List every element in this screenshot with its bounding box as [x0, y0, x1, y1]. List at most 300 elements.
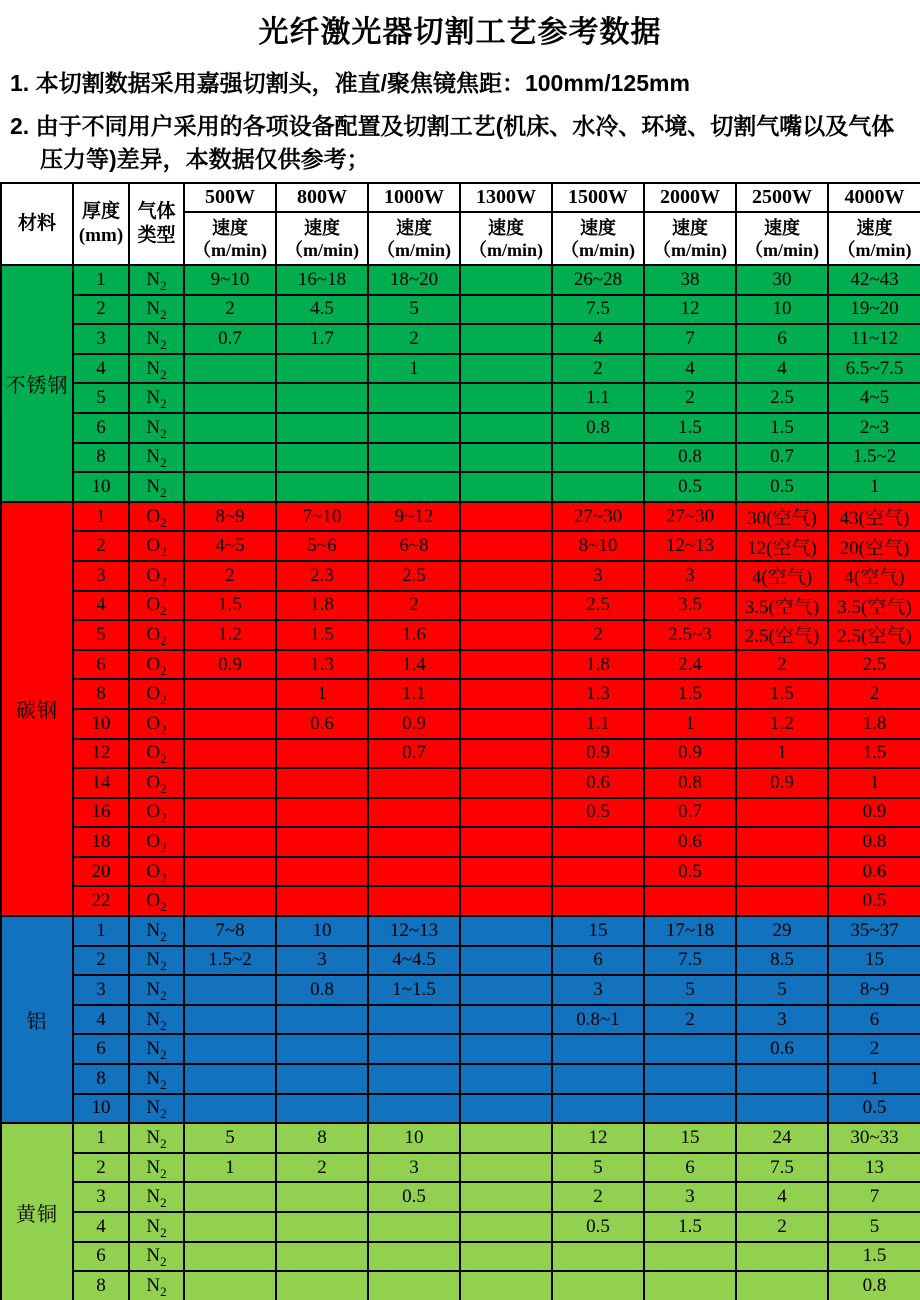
table-row [1, 768, 920, 798]
speed-value-cell [552, 1242, 644, 1272]
table-row [1, 413, 920, 443]
speed-value-cell: 3 [552, 975, 644, 1005]
speed-value-cell [552, 443, 644, 473]
speed-value-cell: 1.3 [276, 650, 368, 680]
speed-value-cell: 1.5 [644, 679, 736, 709]
thickness-cell: 3 [73, 324, 129, 354]
speed-value-cell: 5 [552, 1153, 644, 1183]
speed-value-cell: 4 [736, 354, 828, 384]
speed-value-cell: 4~4.5 [368, 946, 460, 976]
speed-value-cell: 2 [828, 679, 920, 709]
header-speed-500w [184, 212, 276, 265]
speed-value-cell: 2.5(空气) [828, 620, 920, 650]
speed-label: 速度 [580, 217, 616, 238]
speed-value-cell [552, 1271, 644, 1300]
speed-value-cell [460, 1242, 552, 1272]
speed-label: 速度 [304, 217, 340, 238]
speed-value-cell [276, 1005, 368, 1035]
speed-value-cell [368, 827, 460, 857]
table-row [1, 265, 920, 295]
table-row [1, 916, 920, 946]
speed-value-cell: 3 [552, 561, 644, 591]
speed-value-cell [368, 472, 460, 502]
thickness-cell: 2 [73, 295, 129, 325]
speed-value-cell [460, 946, 552, 976]
gas-cell: $O_2$ [129, 561, 184, 591]
gas-cell: $O_2$ [129, 502, 184, 532]
header-power-800w: 800W [276, 183, 368, 212]
speed-value-cell [184, 1005, 276, 1035]
speed-unit: （m/min) [561, 239, 635, 260]
speed-value-cell: 3.5(空气) [736, 591, 828, 621]
table-row [1, 1123, 920, 1153]
speed-label: 速度 [856, 217, 893, 238]
speed-value-cell [184, 1182, 276, 1212]
speed-value-cell [184, 768, 276, 798]
speed-value-cell: 0.7 [644, 798, 736, 828]
speed-label: 速度 [764, 217, 800, 238]
thickness-cell: 6 [73, 650, 129, 680]
gas-cell: $N_2$ [129, 265, 184, 295]
speed-value-cell: 1.1 [552, 383, 644, 413]
speed-value-cell: 2 [276, 1153, 368, 1183]
thickness-cell: 8 [73, 443, 129, 473]
speed-value-cell [276, 886, 368, 916]
table-row [1, 472, 920, 502]
speed-value-cell: 5 [184, 1123, 276, 1153]
table-body [1, 265, 920, 1300]
speed-value-cell [276, 768, 368, 798]
speed-value-cell: 11~12 [828, 324, 920, 354]
speed-value-cell: 1.2 [184, 620, 276, 650]
speed-value-cell [276, 1034, 368, 1064]
speed-value-cell [460, 324, 552, 354]
gas-cell: $N_2$ [129, 354, 184, 384]
speed-value-cell: 0.9 [552, 739, 644, 769]
header-power-2000w: 2000W [644, 183, 736, 212]
speed-value-cell: 16~18 [276, 265, 368, 295]
speed-value-cell: 2.5~3 [644, 620, 736, 650]
speed-value-cell: 1.5 [736, 413, 828, 443]
table-row [1, 946, 920, 976]
thickness-cell: 3 [73, 561, 129, 591]
thickness-cell: 3 [73, 975, 129, 1005]
speed-value-cell: 0.9 [644, 739, 736, 769]
speed-value-cell: 4.5 [276, 295, 368, 325]
material-cell: 黄铜 [1, 1123, 73, 1300]
speed-value-cell [460, 502, 552, 532]
header-gas-line2: 类型 [137, 225, 176, 246]
speed-value-cell [736, 1094, 828, 1124]
speed-value-cell [736, 827, 828, 857]
gas-cell: $N_2$ [129, 1242, 184, 1272]
speed-value-cell: 1.3 [552, 679, 644, 709]
gas-cell: $N_2$ [129, 413, 184, 443]
table-row [1, 1094, 920, 1124]
speed-value-cell [460, 413, 552, 443]
speed-value-cell [460, 383, 552, 413]
speed-value-cell: 1.5 [276, 620, 368, 650]
speed-value-cell: 2 [552, 620, 644, 650]
speed-value-cell: 3.5(空气) [828, 591, 920, 621]
speed-value-cell [460, 709, 552, 739]
speed-value-cell [276, 413, 368, 443]
speed-value-cell [460, 1064, 552, 1094]
speed-value-cell [460, 265, 552, 295]
speed-value-cell [184, 798, 276, 828]
gas-cell: $N_2$ [129, 1123, 184, 1153]
gas-cell: $N_2$ [129, 946, 184, 976]
speed-value-cell [368, 857, 460, 887]
speed-value-cell: 8~9 [184, 502, 276, 532]
gas-cell: $N_2$ [129, 443, 184, 473]
speed-value-cell [460, 798, 552, 828]
speed-value-cell [460, 591, 552, 621]
page-title: 光纤激光器切割工艺参考数据 [258, 16, 662, 49]
speed-value-cell [184, 413, 276, 443]
speed-value-cell [368, 1094, 460, 1124]
speed-value-cell: 1 [828, 768, 920, 798]
speed-value-cell: 43(空气) [828, 502, 920, 532]
thickness-cell: 1 [73, 502, 129, 532]
thickness-cell: 4 [73, 1212, 129, 1242]
speed-value-cell: 3.5 [644, 591, 736, 621]
header-power-2500w: 2500W [736, 183, 828, 212]
speed-value-cell [460, 1123, 552, 1153]
header-speed-2500w [736, 212, 828, 265]
speed-value-cell [460, 472, 552, 502]
speed-value-cell [368, 768, 460, 798]
speed-value-cell [460, 739, 552, 769]
table-row [1, 443, 920, 473]
material-cell: 碳钢 [1, 502, 73, 916]
table-row [1, 354, 920, 384]
speed-value-cell: 6 [644, 1153, 736, 1183]
speed-value-cell: 1.6 [368, 620, 460, 650]
speed-value-cell: 13 [828, 1153, 920, 1183]
speed-label: 速度 [488, 217, 524, 238]
speed-value-cell [460, 561, 552, 591]
speed-value-cell: 30 [736, 265, 828, 295]
note-2: 2. 由于不同用户采用的各项设备配置及切割工艺(机床、水冷、环境、切割气嘴以及气体压力等)差异，本数据仅供参考； [10, 113, 895, 172]
material-cell: 铝 [1, 916, 73, 1123]
speed-value-cell [368, 1064, 460, 1094]
speed-value-cell: 2.5(空气) [736, 620, 828, 650]
gas-cell: $O_2$ [129, 798, 184, 828]
speed-value-cell: 7.5 [644, 946, 736, 976]
thickness-cell: 1 [73, 265, 129, 295]
header-power-row [1, 183, 920, 212]
thickness-cell: 18 [73, 827, 129, 857]
speed-value-cell: 1.5 [736, 679, 828, 709]
table-row [1, 531, 920, 561]
speed-value-cell [184, 383, 276, 413]
speed-value-cell [460, 1094, 552, 1124]
speed-value-cell: 0.8 [644, 768, 736, 798]
speed-value-cell: 2.5 [828, 650, 920, 680]
speed-value-cell [460, 295, 552, 325]
speed-value-cell: 4(空气) [736, 561, 828, 591]
speed-value-cell: 0.5 [368, 1182, 460, 1212]
speed-value-cell: 1.4 [368, 650, 460, 680]
gas-cell: $N_2$ [129, 975, 184, 1005]
speed-value-cell: 12(空气) [736, 531, 828, 561]
gas-cell: $N_2$ [129, 295, 184, 325]
speed-value-cell: 1 [828, 1064, 920, 1094]
speed-value-cell [460, 1182, 552, 1212]
table-header [1, 183, 920, 265]
speed-value-cell: 9~12 [368, 502, 460, 532]
speed-value-cell: 1.5 [828, 739, 920, 769]
speed-value-cell: 1.1 [552, 709, 644, 739]
speed-value-cell [184, 1094, 276, 1124]
speed-value-cell [460, 916, 552, 946]
gas-cell: $N_2$ [129, 1182, 184, 1212]
speed-value-cell: 15 [828, 946, 920, 976]
gas-cell: $O_2$ [129, 679, 184, 709]
speed-value-cell: 0.5 [552, 1212, 644, 1242]
header-gas [129, 183, 184, 265]
speed-value-cell: 4 [736, 1182, 828, 1212]
speed-value-cell: 0.8 [552, 413, 644, 443]
speed-value-cell: 9~10 [184, 265, 276, 295]
thickness-cell: 6 [73, 1242, 129, 1272]
speed-value-cell [184, 472, 276, 502]
speed-value-cell [184, 827, 276, 857]
speed-value-cell [184, 1034, 276, 1064]
header-power-500w: 500W [184, 183, 276, 212]
header-speed-4000w [828, 212, 920, 265]
thickness-cell: 8 [73, 1064, 129, 1094]
speed-value-cell: 8.5 [736, 946, 828, 976]
table-row [1, 739, 920, 769]
header-material: 材料 [1, 183, 73, 265]
speed-value-cell [460, 679, 552, 709]
table-row [1, 975, 920, 1005]
speed-value-cell [736, 857, 828, 887]
thickness-cell: 8 [73, 1271, 129, 1300]
speed-value-cell: 27~30 [644, 502, 736, 532]
speed-value-cell [460, 354, 552, 384]
speed-value-cell [184, 709, 276, 739]
speed-value-cell: 3 [368, 1153, 460, 1183]
thickness-cell: 10 [73, 709, 129, 739]
speed-value-cell: 2 [368, 591, 460, 621]
speed-value-cell [552, 857, 644, 887]
speed-value-cell: 6 [552, 946, 644, 976]
header-speed-800w [276, 212, 368, 265]
gas-cell: $N_2$ [129, 324, 184, 354]
speed-value-cell: 1.5 [644, 413, 736, 443]
speed-value-cell: 0.5 [644, 472, 736, 502]
speed-value-cell: 1.8 [276, 591, 368, 621]
speed-value-cell: 1 [644, 709, 736, 739]
speed-value-cell: 4~5 [184, 531, 276, 561]
speed-value-cell: 7~8 [184, 916, 276, 946]
gas-cell: $N_2$ [129, 916, 184, 946]
speed-value-cell: 6.5~7.5 [828, 354, 920, 384]
speed-value-cell: 38 [644, 265, 736, 295]
speed-value-cell [736, 886, 828, 916]
speed-value-cell: 1 [368, 354, 460, 384]
gas-cell: $N_2$ [129, 1094, 184, 1124]
speed-value-cell: 1.5~2 [828, 443, 920, 473]
table-row [1, 1212, 920, 1242]
speed-value-cell [736, 1271, 828, 1300]
speed-value-cell: 1.5~2 [184, 946, 276, 976]
speed-value-cell: 1 [184, 1153, 276, 1183]
speed-value-cell [736, 1242, 828, 1272]
gas-cell: $O_2$ [129, 827, 184, 857]
speed-value-cell [276, 1242, 368, 1272]
speed-value-cell [460, 975, 552, 1005]
gas-cell: $N_2$ [129, 1153, 184, 1183]
speed-unit: （m/min) [377, 239, 451, 260]
speed-value-cell [736, 1064, 828, 1094]
speed-value-cell: 0.9 [828, 798, 920, 828]
speed-value-cell [644, 1034, 736, 1064]
speed-value-cell [552, 1094, 644, 1124]
speed-value-cell: 10 [276, 916, 368, 946]
speed-value-cell: 0.6 [552, 768, 644, 798]
speed-value-cell: 2 [828, 1034, 920, 1064]
speed-value-cell: 2.3 [276, 561, 368, 591]
speed-value-cell [460, 857, 552, 887]
speed-value-cell: 3 [736, 1005, 828, 1035]
header-power-1000w: 1000W [368, 183, 460, 212]
speed-value-cell: 30(空气) [736, 502, 828, 532]
speed-value-cell [460, 768, 552, 798]
table-row [1, 1153, 920, 1183]
header-speed-2000w [644, 212, 736, 265]
speed-value-cell [644, 1271, 736, 1300]
speed-value-cell [276, 383, 368, 413]
thickness-cell: 10 [73, 1094, 129, 1124]
notes [10, 67, 914, 176]
thickness-cell: 2 [73, 1153, 129, 1183]
speed-value-cell [184, 1242, 276, 1272]
speed-value-cell: 7 [828, 1182, 920, 1212]
speed-value-cell: 0.9 [736, 768, 828, 798]
speed-value-cell: 8 [276, 1123, 368, 1153]
speed-value-cell: 0.5 [828, 886, 920, 916]
speed-value-cell [552, 827, 644, 857]
speed-value-cell [460, 827, 552, 857]
thickness-cell: 8 [73, 679, 129, 709]
table-row [1, 1005, 920, 1035]
speed-value-cell: 4 [644, 354, 736, 384]
speed-value-cell: 18~20 [368, 265, 460, 295]
speed-value-cell [276, 443, 368, 473]
speed-value-cell [460, 1271, 552, 1300]
speed-value-cell: 5 [644, 975, 736, 1005]
speed-value-cell [276, 827, 368, 857]
speed-value-cell [736, 798, 828, 828]
speed-label: 速度 [396, 217, 432, 238]
header-thickness [73, 183, 129, 265]
speed-value-cell: 35~37 [828, 916, 920, 946]
table-row [1, 561, 920, 591]
speed-value-cell: 0.5 [828, 1094, 920, 1124]
speed-value-cell [552, 472, 644, 502]
speed-value-cell: 1.7 [276, 324, 368, 354]
speed-value-cell: 1~1.5 [368, 975, 460, 1005]
speed-value-cell: 5 [368, 295, 460, 325]
speed-value-cell [184, 857, 276, 887]
speed-unit: （m/min) [653, 239, 727, 260]
speed-value-cell [184, 679, 276, 709]
speed-value-cell [460, 531, 552, 561]
speed-value-cell [368, 383, 460, 413]
table-row [1, 827, 920, 857]
thickness-cell: 3 [73, 1182, 129, 1212]
speed-value-cell: 19~20 [828, 295, 920, 325]
thickness-cell: 5 [73, 620, 129, 650]
speed-value-cell: 0.8 [828, 827, 920, 857]
gas-cell: $O_2$ [129, 886, 184, 916]
table-row [1, 295, 920, 325]
speed-value-cell: 4~5 [828, 383, 920, 413]
speed-unit: （m/min) [469, 239, 543, 260]
gas-cell: $N_2$ [129, 383, 184, 413]
speed-value-cell: 42~43 [828, 265, 920, 295]
thickness-cell: 2 [73, 946, 129, 976]
thickness-cell: 10 [73, 472, 129, 502]
speed-value-cell [276, 739, 368, 769]
table-row [1, 709, 920, 739]
speed-value-cell: 2 [644, 383, 736, 413]
speed-value-cell: 17~18 [644, 916, 736, 946]
speed-value-cell [368, 1271, 460, 1300]
speed-label: 速度 [672, 217, 708, 238]
speed-value-cell: 12 [552, 1123, 644, 1153]
speed-value-cell [276, 1212, 368, 1242]
speed-value-cell [276, 354, 368, 384]
speed-value-cell: 1 [276, 679, 368, 709]
speed-value-cell: 20(空气) [828, 531, 920, 561]
speed-value-cell: 10 [368, 1123, 460, 1153]
speed-value-cell [644, 1094, 736, 1124]
speed-value-cell: 4(空气) [828, 561, 920, 591]
table-row [1, 1242, 920, 1272]
speed-value-cell: 2 [736, 1212, 828, 1242]
speed-value-cell: 0.9 [368, 709, 460, 739]
table-row [1, 650, 920, 680]
gas-cell: $O_2$ [129, 650, 184, 680]
gas-cell: $N_2$ [129, 1064, 184, 1094]
speed-value-cell [552, 1034, 644, 1064]
speed-value-cell: 0.6 [276, 709, 368, 739]
speed-value-cell: 0.5 [736, 472, 828, 502]
speed-value-cell: 0.7 [368, 739, 460, 769]
speed-value-cell: 0.8 [644, 443, 736, 473]
speed-value-cell [460, 1034, 552, 1064]
speed-value-cell: 1.5 [644, 1212, 736, 1242]
speed-value-cell: 24 [736, 1123, 828, 1153]
thickness-cell: 4 [73, 354, 129, 384]
table-row [1, 886, 920, 916]
speed-unit: （m/min) [837, 239, 912, 260]
speed-value-cell: 27~30 [552, 502, 644, 532]
thickness-cell: 22 [73, 886, 129, 916]
table-row [1, 591, 920, 621]
speed-value-cell: 15 [552, 916, 644, 946]
speed-value-cell: 0.6 [828, 857, 920, 887]
speed-value-cell: 0.8 [828, 1271, 920, 1300]
table-row [1, 1034, 920, 1064]
speed-value-cell: 1.8 [552, 650, 644, 680]
header-speed-1300w [460, 212, 552, 265]
